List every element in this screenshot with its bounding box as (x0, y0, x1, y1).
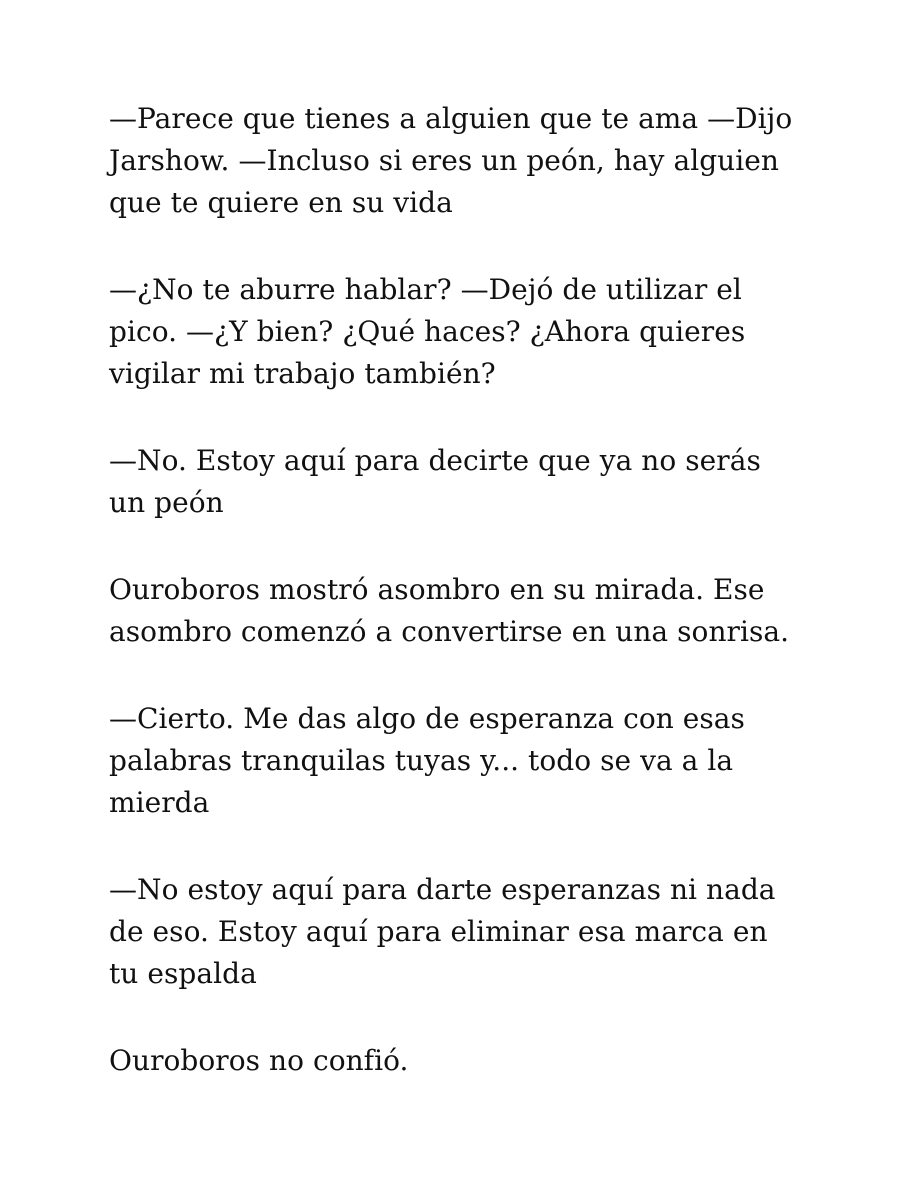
paragraph-6: —No estoy aquí para darte esperanzas ni nada de eso. Estoy aquí para eliminar esa marca en tu espalda (109, 873, 776, 990)
paragraph-3: —No. Estoy aquí para decirte que ya no serás un peón (109, 444, 761, 519)
paragraph-1: —Parece que tienes a alguien que te ama —Dijo Jarshow. —Incluso si eres un peón, hay alguien que te quiere en su vida (109, 102, 793, 219)
paragraph-7: Ouroboros no confió. (109, 1044, 409, 1077)
paragraph-5: —Cierto. Me das algo de esperanza con esas palabras tranquilas tuyas y... todo se va a la mierda (109, 702, 745, 819)
paragraph-4: Ouroboros mostró asombro en su mirada. Ese asombro comenzó a convertirse en una sonrisa. (109, 573, 790, 648)
paragraph-2: —¿No te aburre hablar? —Dejó de utilizar el pico. —¿Y bien? ¿Qué haces? ¿Ahora quieres vigilar mi trabajo también? (109, 273, 746, 390)
